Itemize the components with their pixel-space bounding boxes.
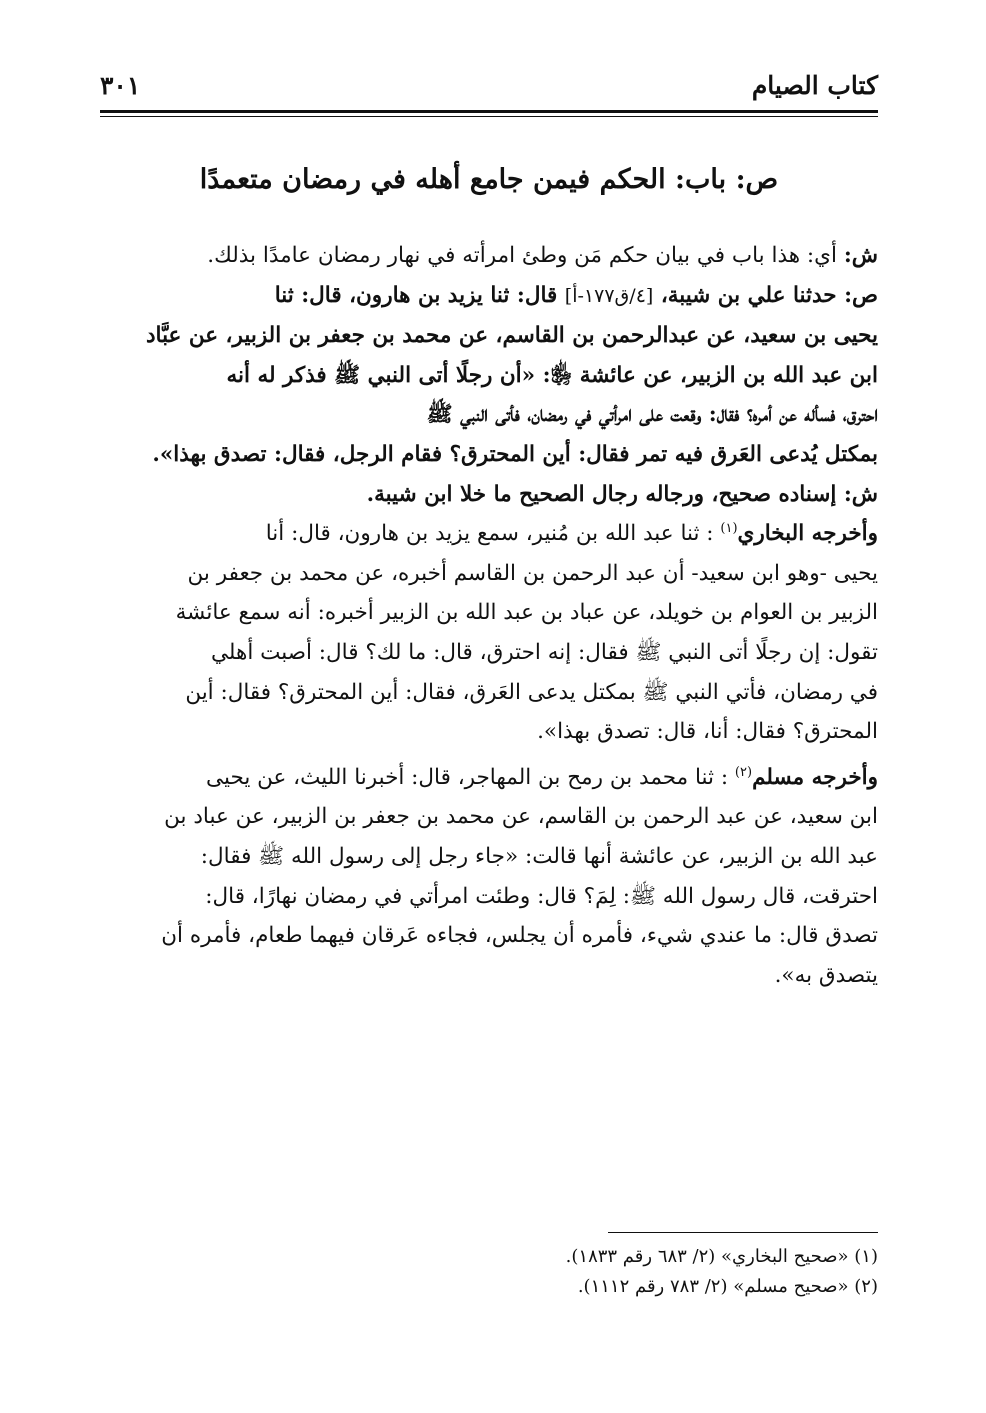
text-line: ابن عبد الله بن الزبير، عن عائشة ﵂: «أن رجلًا أتى النبي ﷺ فذكر له أنه: [226, 362, 878, 388]
text-line: الزبير بن العوام بن خويلد، عن عباد بن عبد الله بن الزبير أخبره: أنه سمع عائشة: [175, 600, 878, 626]
paragraph-3: [100, 475, 878, 515]
footnotes: [100, 1242, 878, 1302]
running-header: [100, 66, 878, 106]
footnote-2: (٢) «صحيح مسلم» (٢/ ٧٨٣ رقم ١١١٢).: [577, 1276, 878, 1297]
paragraph-1: [100, 236, 878, 276]
text-line: [100, 758, 878, 798]
page-number: ٣٠١: [100, 71, 141, 100]
text-line: يحيى بن سعيد، عن عبدالرحمن بن القاسم، عن محمد بن جعفر بن الزبير، عن عبَّاد: [145, 323, 878, 349]
footnote-marker[interactable]: (٢): [734, 764, 753, 780]
text-segment: : ثنا عبد الله بن مُنير، سمع يزيد بن هارون، قال: أنا: [265, 521, 714, 547]
text-line: [100, 276, 878, 317]
text-line: [100, 514, 878, 554]
text-line: احترقت، قال رسول الله ﷺ: لِمَ؟ قال: وطئت امرأتي في رمضان نهارًا، قال:: [205, 883, 878, 909]
text-line: عبد الله بن الزبير، عن عائشة أنها قالت: «جاء رجل إلى رسول الله ﷺ فقال:: [200, 843, 878, 869]
paragraph-text: إسناده صحيح، ورجاله رجال الصحيح ما خلا ابن شيبة.: [366, 481, 837, 507]
footnote-separator: [608, 1232, 878, 1233]
text-segment: حدثنا علي بن شيبة،: [660, 282, 837, 308]
paragraph-text: أي: هذا باب في بيان حكم مَن وطئ امرأته في نهار رمضان عامدًا بذلك.: [207, 243, 837, 268]
paragraph-lead: ص:: [844, 282, 878, 308]
text-line: تصدق قال: ما عندي شيء، فأمره أن يجلس، فجاءه عَرقان فيهما طعام، فأمره أن: [161, 923, 878, 949]
header-rule-thin: [100, 116, 878, 117]
main-text: [100, 236, 878, 995]
book-title: كتاب الصيام: [751, 71, 878, 100]
text-line: ابن سعيد، عن عبد الرحمن بن القاسم، عن محمد بن جعفر بن الزبير، عن عباد بن: [164, 804, 878, 830]
text-line: يحيى -وهو ابن سعيد- أن عبد الرحمن بن القاسم أخبره، عن محمد بن جعفر بن: [187, 560, 878, 586]
paragraph-lead: وأخرجه مسلم: [752, 764, 878, 790]
text-line: في رمضان، فأتي النبي ﷺ بمكتل يدعى العَرق، فقال: أين المحترق؟ فقال: أين: [185, 679, 878, 705]
text-segment: : ثنا محمد بن رمح بن المهاجر، قال: أخبرنا الليث، عن يحيى: [206, 764, 729, 790]
paragraph-lead: ش:: [843, 243, 878, 268]
paragraph-2: [100, 276, 878, 475]
text-line: يتصدق به».: [774, 962, 878, 988]
text-line: تقول: إن رجلًا أتى النبي ﷺ فقال: إنه احترق، قال: ما لك؟ قال: أصبت أهلي: [210, 639, 878, 665]
text-line: المحترق؟ فقال: أنا، قال: تصدق بهذا».: [537, 719, 878, 745]
footnote-marker[interactable]: (١): [720, 521, 738, 536]
paragraph-lead: وأخرجه البخاري: [737, 521, 878, 547]
text-line: بمكتل يُدعى العَرق فيه تمر فقال: أين المحترق؟ فقام الرجل، فقال: تصدق بهذا».: [152, 441, 878, 467]
paragraph-4: [100, 514, 878, 752]
manuscript-reference: [٤/ق١٧٧-أ]: [564, 284, 654, 307]
text-line: احترق، فسأله عن أمره؟ فقال: وقعت على امرأتي في رمضان، فأتى النبي ﷺ: [426, 402, 878, 428]
footnote-1: (١) «صحيح البخاري» (٢/ ٦٨٣ رقم ١٨٣٣).: [565, 1246, 878, 1267]
paragraph-lead: ش:: [843, 481, 878, 507]
text-segment: قال: ثنا يزيد بن هارون، قال: ثنا: [274, 282, 558, 308]
chapter-title: ص: باب: الحكم فيمن جامع أهله في رمضان متعمدًا: [199, 164, 779, 195]
paragraph-5: [100, 758, 878, 996]
header-rule-thick: [100, 110, 878, 113]
